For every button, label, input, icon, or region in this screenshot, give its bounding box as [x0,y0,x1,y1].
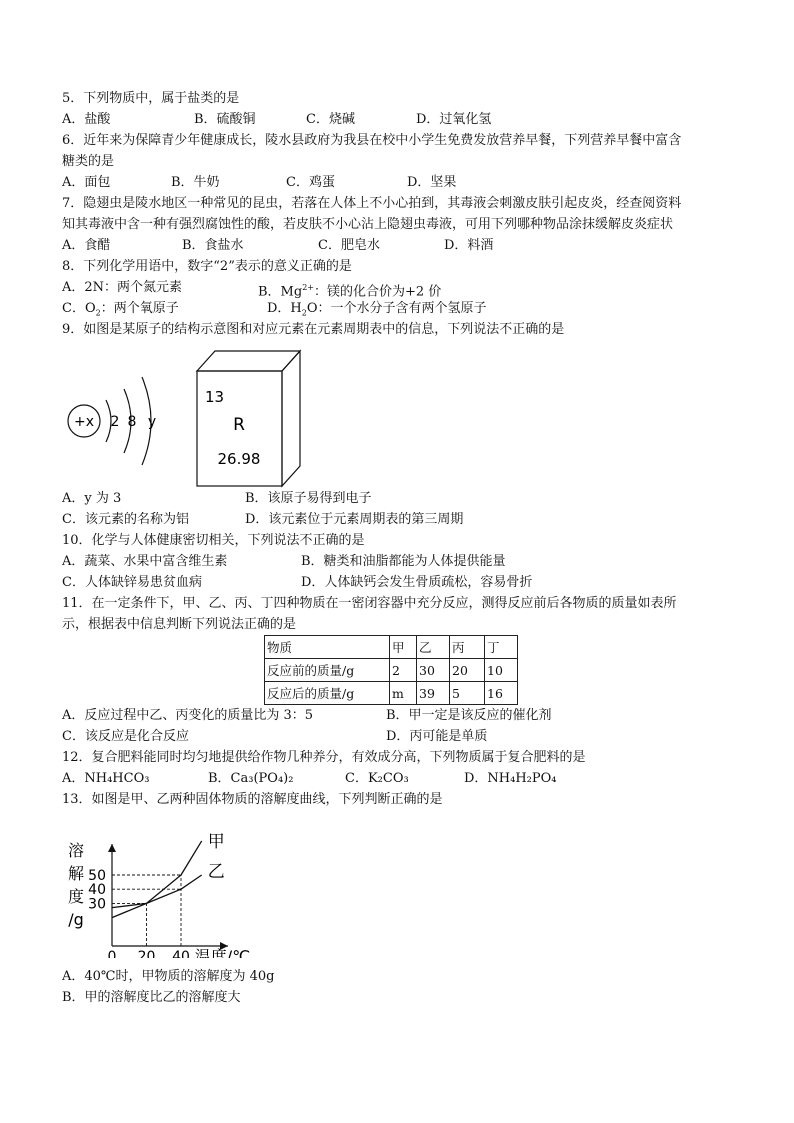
q8-options-row1 [62,277,742,298]
element-symbol: R [233,415,245,435]
q10-option-a[interactable]: A．蔬菜、水果中富含维生素 [62,554,228,569]
q5-option-b[interactable]: B．硫酸铜 [194,112,256,127]
q11-option-c[interactable]: C．该反应是化合反应 [62,729,189,744]
y-tick-label: 30 [88,896,106,913]
q9-option-c[interactable]: C．该元素的名称为铝 [62,512,189,527]
y-axis-arrow [108,844,116,852]
q11-option-a[interactable]: A．反应过程中乙、丙变化的质量比为 3：5 [62,708,314,723]
q5-option-c[interactable]: C．烧碱 [306,112,355,127]
q12-option-a[interactable]: A．NH₄HCO₃ [62,771,150,786]
q8-option-a[interactable]: A．2N：两个氮元素 [62,280,183,295]
q11-mass-table [264,635,518,705]
x-tick-label: 20 [137,949,156,958]
table-row [265,659,518,682]
q5-options [62,109,742,130]
q5-option-a[interactable]: A．盐酸 [62,112,111,127]
ylabel-char: 溶 [67,841,85,860]
series-curve-yi [112,875,202,908]
table-cell: 5 [450,682,485,705]
ylabel-char: /g [68,910,84,929]
table-cell: 20 [450,659,485,682]
q6-option-b[interactable]: B．牛奶 [171,175,220,190]
q8-option-c-post: ：两个氧原子 [100,301,179,316]
series-label: 乙 [207,862,225,882]
q13-option-b[interactable]: B．甲的溶解度比乙的溶解度大 [62,990,241,1005]
q11-option-b[interactable]: B．甲一定是该反应的催化剂 [386,708,552,723]
q12-options [62,768,742,789]
x-tick-label: 40 [172,949,190,958]
q6-stem: 6．近年来为保障青少年健康成长，陵水县政府为我县在校中小学生免费发放营养早餐，下列营养早餐中富含 [62,133,682,148]
q6-option-a[interactable]: A．面包 [62,175,111,190]
x-tick-label: 0 [107,949,117,958]
q9-options-row1 [62,488,742,509]
q8-option-d-pre: D．H [267,301,302,316]
y-tick-label: 50 [88,868,106,884]
q10-stem: 10．化学与人体健康密切相关，下列说法不正确的是 [62,533,365,548]
q7-option-a[interactable]: A．食醋 [62,238,111,253]
q10-options-row1 [62,551,742,572]
q9-stem: 9．如图是某原子的结构示意图和对应元素在元素周期表中的信息，下列说法不正确的是 [62,322,565,337]
table-header-cell: 物质 [265,636,390,659]
q8-option-d-sub: 2 [301,308,307,318]
q11-option-d[interactable]: D．丙可能是单质 [386,729,488,744]
table-header-row [265,636,518,659]
shell-1-electrons: 2 [110,414,120,430]
q10-option-d[interactable]: D．人体缺钙会发生骨质疏松，容易骨折 [301,575,533,590]
q13-option-a[interactable]: A．40℃时，甲物质的溶解度为 40g [62,969,275,984]
q8-option-d[interactable] [267,298,487,319]
table-header-cell: 乙 [417,636,450,659]
x-axis-label: 温度/℃ [194,947,251,958]
atom-structure-diagram [68,377,156,465]
q7-options [62,235,742,256]
q9-diagram [62,340,742,488]
table-cell: 30 [417,659,450,682]
ylabel-char: 度 [67,887,85,906]
table-cell: 2 [390,659,417,682]
table-cell: m [390,682,417,705]
q5-option-d[interactable]: D．过氧化氢 [416,112,492,127]
q8-option-d-post: O：一个水分子含有两个氢原子 [306,301,487,316]
q13-stem: 13．如图是甲、乙两种固体物质的溶解度曲线，下列判断正确的是 [62,792,443,807]
q6-options [62,172,742,193]
q8-options-row2 [62,298,742,319]
q8-option-c[interactable] [62,298,267,319]
q5-stem: 5．下列物质中，属于盐类的是 [62,91,240,106]
q6-option-c[interactable]: C．鸡蛋 [286,175,335,190]
series-label: 甲 [207,831,225,852]
atomic-number: 13 [205,388,225,406]
shell-2-electrons: 8 [127,414,137,430]
q12-stem: 12．复合肥料能同时均匀地提供给作物几种养分，有效成分高，下列物质属于复合肥料的是 [62,750,586,765]
q8-option-c-sub: 2 [95,308,101,318]
table-header-cell: 丙 [450,636,485,659]
table-cell: 反应前的质量/g [265,659,390,682]
q8-option-b-pre: B．Mg [258,284,303,300]
q11-options-row2 [62,726,742,747]
solubility-chart [62,810,322,958]
q11-options-row1 [62,705,742,726]
table-header-cell: 丁 [485,636,518,659]
element-cell-box [197,351,300,486]
q13-chart-area [62,810,742,958]
y-tick-label: 40 [88,882,106,899]
table-cell: 16 [485,682,518,705]
q8-stem: 8．下列化学用语中，数字“2”表示的意义正确的是 [62,259,352,274]
atomic-mass: 26.98 [217,450,261,468]
q6-option-d[interactable]: D．坚果 [407,175,457,190]
q9-options-row2 [62,509,742,530]
table-row [265,682,518,705]
q7-option-d[interactable]: D．料酒 [444,238,494,253]
table-cell: 39 [417,682,450,705]
q10-option-b[interactable]: B．糖类和油脂都能为人体提供能量 [301,554,506,569]
table-header-cell: 甲 [390,636,417,659]
q9-option-b[interactable]: B．该原子易得到电子 [245,491,372,506]
q8-option-b-post: ：镁的化合价为+2 价 [313,284,442,300]
q7-stem-cont: 知其毒液中含一种有强烈腐蚀性的酸，若皮肤不小心沾上隐翅虫毒液，可用下列哪种物品涂抹缓解皮炎症状 [62,217,674,232]
q8-option-c-pre: C．O [62,301,96,316]
q7-stem: 7．隐翅虫是陵水地区一种常见的昆虫，若落在人体上不小心拍到，其毒液会刺激皮肤引起皮炎，经查阅资料 [62,196,682,211]
q12-option-c[interactable]: C．K₂CO₃ [345,771,409,786]
q11-stem: 11．在一定条件下，甲、乙、丙、丁四种物质在一密闭容器中充分反应，测得反应前后各物质的质量如表所 [62,596,677,611]
q6-stem-cont: 糖类的是 [62,154,115,169]
box-side-face [282,351,300,486]
q8-option-b[interactable] [258,277,441,298]
q12-option-d[interactable]: D．NH₄H₂PO₄ [464,771,557,786]
shell-3-electrons: y [147,414,157,430]
q11-stem-cont: 示，根据表中信息判断下列说法正确的是 [62,617,297,632]
q12-option-b[interactable]: B．Ca₃(PO₄)₂ [208,771,294,786]
q9-figure [62,340,742,488]
q10-option-c[interactable]: C．人体缺锌易患贫血病 [62,575,202,590]
ylabel-char: 解 [67,864,85,883]
q9-option-a[interactable]: A．y 为 3 [62,491,122,506]
exam-page [62,88,742,1008]
q7-option-c[interactable]: C．肥皂水 [318,238,380,253]
q7-option-b[interactable]: B．食盐水 [182,238,244,253]
q9-option-d[interactable]: D．该元素位于元素周期表的第三周期 [245,512,464,527]
table-cell: 反应后的质量/g [265,682,390,705]
q8-option-b-sup: 2+ [302,283,314,292]
table-cell: 10 [485,659,518,682]
nucleus-charge: +x [73,414,95,430]
q10-options-row2 [62,572,742,593]
